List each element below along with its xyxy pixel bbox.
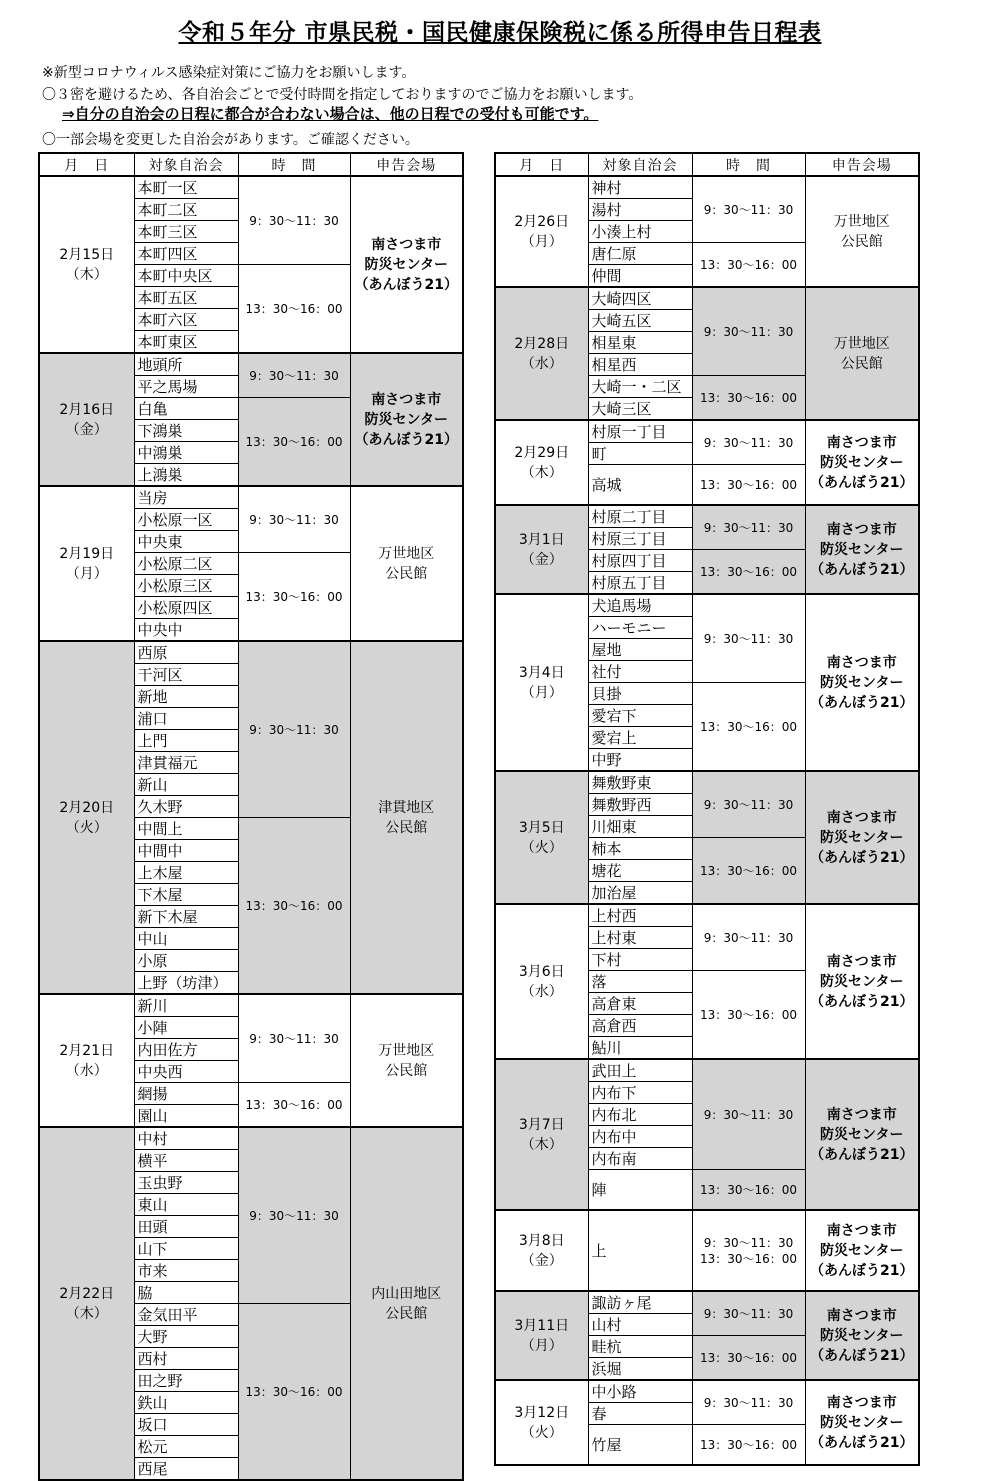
schedule-group xyxy=(495,1059,919,1210)
area-name: 白亀 xyxy=(134,398,238,420)
area-name: 中小路 xyxy=(588,1380,692,1403)
area-name: 屋地 xyxy=(588,639,692,661)
date-label: 3月1日 xyxy=(518,531,565,548)
date-label: 2月16日 xyxy=(59,401,115,418)
schedule-group xyxy=(495,1210,919,1291)
area-name: 小原 xyxy=(134,950,238,972)
area-name: 干河区 xyxy=(134,664,238,686)
area-name: 田之野 xyxy=(134,1370,238,1392)
time-slot: 9：30～11：30 xyxy=(238,1127,350,1304)
time-slot: 13：30～16：00 xyxy=(692,376,805,421)
weekday-label: （金） xyxy=(520,1252,563,1269)
area-name: 内布中 xyxy=(588,1126,692,1148)
venue-cell: 南さつま市 防災センター （あんぼう21） xyxy=(350,353,463,486)
time-slot: 9：30～11：30 xyxy=(692,904,805,971)
weekday-label: （水） xyxy=(520,983,563,1000)
weekday-label: （火） xyxy=(65,819,108,836)
venue-cell: 南さつま市 防災センター （あんぼう21） xyxy=(805,420,919,505)
date-label: 3月7日 xyxy=(518,1116,565,1133)
area-name: 中間上 xyxy=(134,818,238,840)
header-date: 月 日 xyxy=(495,153,588,176)
schedule-group xyxy=(495,176,919,287)
table-row xyxy=(39,994,463,1017)
date-label: 2月15日 xyxy=(59,246,115,263)
area-name: 神村 xyxy=(588,176,692,199)
area-name: 小松原一区 xyxy=(134,509,238,531)
table-row xyxy=(39,641,463,664)
date-cell xyxy=(39,353,134,486)
date-cell xyxy=(39,486,134,641)
area-name: 上木屋 xyxy=(134,862,238,884)
area-name: 西村 xyxy=(134,1348,238,1370)
area-name: 大崎一・二区 xyxy=(588,376,692,398)
area-name: 園山 xyxy=(134,1105,238,1128)
area-name: 久木野 xyxy=(134,796,238,818)
time-slot: 9：30～11：30 13：30～16：00 xyxy=(692,1210,805,1291)
venue-cell: 南さつま市 防災センター （あんぼう21） xyxy=(805,771,919,904)
header-time: 時 間 xyxy=(692,153,805,176)
venue-cell: 内山田地区 公民館 xyxy=(350,1127,463,1480)
weekday-label: （水） xyxy=(65,1062,108,1079)
area-name: 下木屋 xyxy=(134,884,238,906)
area-name: 西原 xyxy=(134,641,238,664)
time-slot: 9：30～11：30 xyxy=(238,353,350,398)
area-name: 大崎四区 xyxy=(588,287,692,310)
area-name: 坂口 xyxy=(134,1414,238,1436)
area-name: 下村 xyxy=(588,949,692,971)
area-name: 村原四丁目 xyxy=(588,550,692,572)
area-name: 中央西 xyxy=(134,1061,238,1083)
area-name: 中央東 xyxy=(134,531,238,553)
header-area: 対象自治会 xyxy=(134,153,238,176)
date-cell xyxy=(495,1210,588,1291)
weekday-label: （木） xyxy=(520,464,563,481)
area-name: 社付 xyxy=(588,661,692,683)
time-slot: 13：30～16：00 xyxy=(692,838,805,905)
area-name: 鮎川 xyxy=(588,1037,692,1060)
area-name: 本町六区 xyxy=(134,309,238,331)
date-cell xyxy=(495,1291,588,1380)
table-row xyxy=(495,287,919,310)
area-name: 村原二丁目 xyxy=(588,505,692,528)
area-name: 浦口 xyxy=(134,708,238,730)
area-name: 愛宕下 xyxy=(588,705,692,727)
area-name: 相星西 xyxy=(588,354,692,376)
time-slot: 9：30～11：30 xyxy=(692,771,805,838)
date-cell xyxy=(495,771,588,904)
schedule-group xyxy=(39,486,463,641)
time-slot: 13：30～16：00 xyxy=(238,818,350,995)
area-name: 中山 xyxy=(134,928,238,950)
area-name: 中鴻巣 xyxy=(134,442,238,464)
area-name: 新山 xyxy=(134,774,238,796)
area-name: 金気田平 xyxy=(134,1304,238,1326)
schedule-group xyxy=(495,594,919,771)
table-row xyxy=(495,771,919,794)
area-name: 唐仁原 xyxy=(588,243,692,265)
header-venue: 申告会場 xyxy=(350,153,463,176)
time-slot: 13：30～16：00 xyxy=(238,1083,350,1128)
time-slot: 9：30～11：30 xyxy=(692,594,805,683)
area-name: 大崎三区 xyxy=(588,398,692,421)
venue-cell: 津貫地区 公民館 xyxy=(350,641,463,994)
area-name: 市来 xyxy=(134,1260,238,1282)
area-name: 内布下 xyxy=(588,1082,692,1104)
area-name: 山下 xyxy=(134,1238,238,1260)
time-slot: 13：30～16：00 xyxy=(692,550,805,595)
venue-cell: 南さつま市 防災センター （あんぼう21） xyxy=(805,594,919,771)
area-name: 横平 xyxy=(134,1150,238,1172)
note-covid: ※新型コロナウィルス感染症対策にご協力をお願いします。 xyxy=(42,65,416,81)
weekday-label: （金） xyxy=(65,421,108,438)
area-name: 津貫福元 xyxy=(134,752,238,774)
area-name: 平之馬場 xyxy=(134,376,238,398)
schedule-group xyxy=(495,904,919,1059)
date-cell xyxy=(495,176,588,287)
area-name: 村原三丁目 xyxy=(588,528,692,550)
schedule-group xyxy=(39,176,463,353)
area-name: 諏訪ヶ尾 xyxy=(588,1291,692,1314)
area-name: 中央中 xyxy=(134,619,238,642)
area-name: 西尾 xyxy=(134,1458,238,1481)
area-name: 田頭 xyxy=(134,1216,238,1238)
area-name: 村原五丁目 xyxy=(588,572,692,595)
header-date: 月 日 xyxy=(39,153,134,176)
schedule-group xyxy=(39,1127,463,1480)
note-venue-change: 〇一部会場を変更した自治会があります。ご確認ください。 xyxy=(42,132,419,148)
date-cell xyxy=(39,176,134,353)
time-slot: 9：30～11：30 xyxy=(692,420,805,465)
table-row xyxy=(495,176,919,199)
area-name: 大崎五区 xyxy=(588,310,692,332)
area-name: 新川 xyxy=(134,994,238,1017)
area-name: 小松原四区 xyxy=(134,597,238,619)
schedule-group xyxy=(39,994,463,1127)
time-slot: 9：30～11：30 xyxy=(692,1291,805,1336)
time-slot: 13：30～16：00 xyxy=(238,553,350,642)
area-name: 武田上 xyxy=(588,1059,692,1082)
area-name: 小松原二区 xyxy=(134,553,238,575)
table-row xyxy=(495,1380,919,1403)
area-name: 加治屋 xyxy=(588,882,692,905)
area-name: ハーモニー xyxy=(588,617,692,639)
area-name: 山村 xyxy=(588,1314,692,1336)
venue-cell: 万世地区 公民館 xyxy=(350,486,463,641)
date-cell xyxy=(39,641,134,994)
table-row xyxy=(39,176,463,199)
area-name: 脇 xyxy=(134,1282,238,1304)
area-name: 中村 xyxy=(134,1127,238,1150)
header-time: 時 間 xyxy=(238,153,350,176)
area-name: 本町東区 xyxy=(134,331,238,354)
area-name: 本町四区 xyxy=(134,243,238,265)
note-time-slots: 〇３密を避けるため、各自治会ごとで受付時間を指定しておりますのでご協力をお願いします。 xyxy=(42,87,643,103)
time-slot: 13：30～16：00 xyxy=(692,683,805,772)
table-row xyxy=(495,505,919,528)
area-name: 上村西 xyxy=(588,904,692,927)
time-slot: 9：30～11：30 xyxy=(692,176,805,243)
time-slot: 13：30～16：00 xyxy=(692,1425,805,1466)
note-other-dates: ⇒自分の自治会の日程に都合が合わない場合は、他の日程での受付も可能です。 xyxy=(62,105,599,123)
area-name: 川畑東 xyxy=(588,816,692,838)
time-slot: 13：30～16：00 xyxy=(692,243,805,288)
area-name: 上鴻巣 xyxy=(134,464,238,487)
time-slot: 13：30～16：00 xyxy=(238,265,350,354)
date-label: 3月12日 xyxy=(514,1404,570,1421)
area-name: 内布南 xyxy=(588,1148,692,1170)
time-slot: 9：30～11：30 xyxy=(692,1380,805,1425)
area-name: 上村東 xyxy=(588,927,692,949)
area-name: 高倉西 xyxy=(588,1015,692,1037)
date-label: 2月20日 xyxy=(59,799,115,816)
table-row xyxy=(39,353,463,376)
time-slot: 13：30～16：00 xyxy=(238,1304,350,1481)
table-row xyxy=(495,904,919,927)
schedule-table-right xyxy=(494,152,920,1466)
date-cell xyxy=(495,420,588,505)
date-label: 2月26日 xyxy=(514,213,570,230)
area-name: 玉虫野 xyxy=(134,1172,238,1194)
time-slot: 9：30～11：30 xyxy=(238,641,350,818)
area-name: 舞敷野西 xyxy=(588,794,692,816)
area-name: 貝掛 xyxy=(588,683,692,705)
area-name: 畦杭 xyxy=(588,1336,692,1358)
header-area: 対象自治会 xyxy=(588,153,692,176)
weekday-label: （月） xyxy=(520,233,563,250)
schedule-group xyxy=(495,1291,919,1380)
time-slot: 9：30～11：30 xyxy=(692,1059,805,1170)
area-name: 本町一区 xyxy=(134,176,238,199)
area-name: 上門 xyxy=(134,730,238,752)
area-name: 新地 xyxy=(134,686,238,708)
date-cell xyxy=(39,994,134,1127)
venue-cell: 南さつま市 防災センター （あんぼう21） xyxy=(805,904,919,1059)
area-name: 湯村 xyxy=(588,199,692,221)
schedule-table-left xyxy=(38,152,464,1481)
date-cell xyxy=(495,594,588,771)
date-label: 2月29日 xyxy=(514,444,570,461)
area-name: 町 xyxy=(588,443,692,465)
time-slot: 13：30～16：00 xyxy=(692,465,805,506)
schedule-group xyxy=(39,353,463,486)
venue-cell: 南さつま市 防災センター （あんぼう21） xyxy=(805,505,919,594)
weekday-label: （月） xyxy=(520,1337,563,1354)
date-label: 2月19日 xyxy=(59,545,115,562)
weekday-label: （木） xyxy=(65,1305,108,1322)
area-name: 大野 xyxy=(134,1326,238,1348)
area-name: 春 xyxy=(588,1403,692,1425)
schedule-group xyxy=(39,641,463,994)
date-cell xyxy=(495,287,588,420)
area-name: 下鴻巣 xyxy=(134,420,238,442)
area-name: 当房 xyxy=(134,486,238,509)
date-cell xyxy=(495,1059,588,1210)
date-cell xyxy=(495,1380,588,1465)
table-row xyxy=(39,1127,463,1150)
area-name: 本町三区 xyxy=(134,221,238,243)
area-name: 塘花 xyxy=(588,860,692,882)
venue-cell: 万世地区 公民館 xyxy=(350,994,463,1127)
date-label: 2月22日 xyxy=(59,1285,115,1302)
area-name: 鉄山 xyxy=(134,1392,238,1414)
time-slot: 13：30～16：00 xyxy=(692,1170,805,1211)
weekday-label: （木） xyxy=(65,266,108,283)
area-name: 本町五区 xyxy=(134,287,238,309)
date-label: 3月11日 xyxy=(514,1317,570,1334)
area-name: 上 xyxy=(588,1210,692,1291)
weekday-label: （木） xyxy=(520,1136,563,1153)
venue-cell: 南さつま市 防災センター （あんぼう21） xyxy=(805,1210,919,1291)
venue-cell: 南さつま市 防災センター （あんぼう21） xyxy=(805,1059,919,1210)
area-name: 村原一丁目 xyxy=(588,420,692,443)
area-name: 仲間 xyxy=(588,265,692,288)
venue-cell: 万世地区 公民館 xyxy=(805,176,919,287)
area-name: 舞敷野東 xyxy=(588,771,692,794)
area-name: 内布北 xyxy=(588,1104,692,1126)
area-name: 相星東 xyxy=(588,332,692,354)
table-row xyxy=(495,420,919,443)
area-name: 小松原三区 xyxy=(134,575,238,597)
area-name: 浜堀 xyxy=(588,1358,692,1381)
date-label: 3月5日 xyxy=(518,819,565,836)
area-name: 落 xyxy=(588,971,692,993)
table-row xyxy=(495,1210,919,1291)
venue-cell: 南さつま市 防災センター （あんぼう21） xyxy=(805,1291,919,1380)
area-name: 松元 xyxy=(134,1436,238,1458)
date-label: 3月6日 xyxy=(518,963,565,980)
weekday-label: （火） xyxy=(520,1424,563,1441)
time-slot: 13：30～16：00 xyxy=(692,971,805,1060)
area-name: 愛宕上 xyxy=(588,727,692,749)
date-cell xyxy=(495,505,588,594)
date-cell xyxy=(39,1127,134,1480)
time-slot: 13：30～16：00 xyxy=(692,1336,805,1381)
date-label: 3月8日 xyxy=(518,1232,565,1249)
area-name: 高倉東 xyxy=(588,993,692,1015)
weekday-label: （火） xyxy=(520,839,563,856)
area-name: 東山 xyxy=(134,1194,238,1216)
date-cell xyxy=(495,904,588,1059)
area-name: 高城 xyxy=(588,465,692,506)
date-label: 3月4日 xyxy=(518,664,565,681)
area-name: 内田佐方 xyxy=(134,1039,238,1061)
schedule-group xyxy=(495,771,919,904)
area-name: 地頭所 xyxy=(134,353,238,376)
table-row xyxy=(495,1291,919,1314)
time-slot: 9：30～11：30 xyxy=(238,486,350,553)
date-label: 2月21日 xyxy=(59,1042,115,1059)
area-name: 中野 xyxy=(588,749,692,772)
time-slot: 9：30～11：30 xyxy=(692,505,805,550)
weekday-label: （水） xyxy=(520,355,563,372)
table-row xyxy=(495,1059,919,1082)
area-name: 網揚 xyxy=(134,1083,238,1105)
area-name: 竹屋 xyxy=(588,1425,692,1466)
time-slot: 9：30～11：30 xyxy=(238,176,350,265)
area-name: 陣 xyxy=(588,1170,692,1211)
schedule-group xyxy=(495,420,919,505)
area-name: 小湊上村 xyxy=(588,221,692,243)
area-name: 本町中央区 xyxy=(134,265,238,287)
venue-cell: 南さつま市 防災センター （あんぼう21） xyxy=(350,176,463,353)
table-row xyxy=(495,594,919,617)
schedule-group xyxy=(495,287,919,420)
area-name: 中間中 xyxy=(134,840,238,862)
time-slot: 9：30～11：30 xyxy=(238,994,350,1083)
venue-cell: 南さつま市 防災センター （あんぼう21） xyxy=(805,1380,919,1465)
venue-cell: 万世地区 公民館 xyxy=(805,287,919,420)
time-slot: 9：30～11：30 xyxy=(692,287,805,376)
weekday-label: （月） xyxy=(520,684,563,701)
area-name: 小陣 xyxy=(134,1017,238,1039)
schedule-group xyxy=(495,1380,919,1465)
header-venue: 申告会場 xyxy=(805,153,919,176)
page-title: 令和５年分 市県民税・国民健康保険税に係る所得申告日程表 xyxy=(178,20,822,46)
time-slot: 13：30～16：00 xyxy=(238,398,350,487)
weekday-label: （月） xyxy=(65,565,108,582)
table-row xyxy=(39,486,463,509)
area-name: 新下木屋 xyxy=(134,906,238,928)
weekday-label: （金） xyxy=(520,551,563,568)
area-name: 本町二区 xyxy=(134,199,238,221)
schedule-group xyxy=(495,505,919,594)
date-label: 2月28日 xyxy=(514,335,570,352)
area-name: 上野（坊津） xyxy=(134,972,238,995)
area-name: 犬追馬場 xyxy=(588,594,692,617)
area-name: 柿本 xyxy=(588,838,692,860)
